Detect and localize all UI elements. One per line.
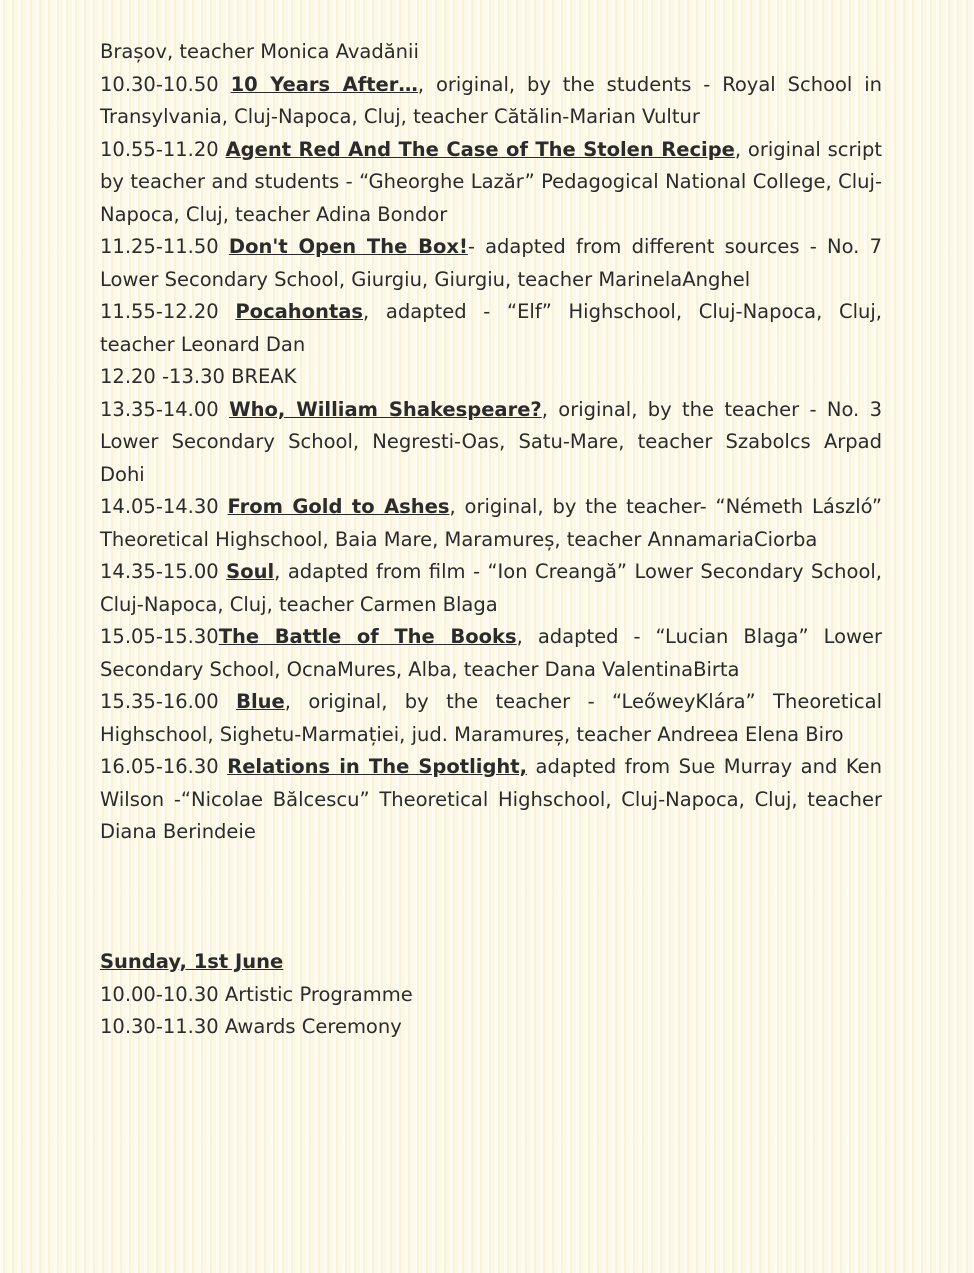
entry-time: 12.20 -13.30 xyxy=(100,365,232,388)
schedule-entry xyxy=(100,69,882,134)
entry-time: 15.05-15.30 xyxy=(100,625,219,648)
entry-title: Agent Red And The Case of The Stolen Recipe xyxy=(225,137,735,161)
entry-time: 16.05-16.30 xyxy=(100,755,228,778)
schedule-list xyxy=(100,69,882,849)
entry-title: Relations in The Spotlight, xyxy=(227,755,528,778)
entry-title: From Gold to Ashes xyxy=(227,495,450,518)
entry-details: , original, by the students - Royal School in Transylvania, Cluj-Napoca, Cluj, teacher Cătălin-Marian Vultur xyxy=(100,72,883,128)
entry-title: The Battle of The Books xyxy=(218,625,517,648)
entry-time: 10.30-10.50 xyxy=(100,72,231,96)
entry-details: , original, by the teacher - No. 3 Lower Secondary School, Negresti-Oas, Satu-Mare, teacher Szabolcs Arpad Dohi xyxy=(100,397,882,486)
entry-details: , adapted - “Lucian Blaga” Lower Secondary School, OcnaMures, Alba, teacher Dana ValentinaBirta xyxy=(100,625,882,681)
entry-title: Blue xyxy=(236,690,285,713)
schedule-entry xyxy=(100,361,882,394)
entry-time: 13.35-14.00 xyxy=(100,397,230,421)
entry-details: , original, by the teacher- “Németh László” Theoretical Highschool, Baia Mare, Maramureș, teacher AnnamariaCiorba xyxy=(100,495,882,551)
schedule-entry xyxy=(100,621,882,686)
schedule-entry xyxy=(100,134,882,232)
entry-title: Soul xyxy=(226,560,275,583)
entry-title: Don't Open The Box! xyxy=(228,235,468,258)
sunday-heading: Sunday, 1st June xyxy=(100,950,284,973)
entry-time: 11.55-12.20 xyxy=(100,300,236,323)
schedule-entry xyxy=(100,751,882,849)
section-gap xyxy=(100,849,882,947)
sunday-item: 10.30-11.30 Awards Ceremony xyxy=(100,1015,402,1038)
entry-time: 14.05-14.30 xyxy=(100,495,228,518)
entry-time: 15.35-16.00 xyxy=(100,690,237,713)
schedule-entry xyxy=(100,296,882,361)
entry-details: , adapted - “Elf” Highschool, Cluj-Napoca, Cluj, teacher Leonard Dan xyxy=(100,300,882,356)
programme-page xyxy=(100,36,882,1044)
schedule-entry xyxy=(100,686,882,751)
entry-title: 10 Years After… xyxy=(230,72,418,96)
entry-time: 10.55-11.20 xyxy=(100,137,226,161)
entry-title: Who, William Shakespeare? xyxy=(229,397,542,421)
entry-title: Pocahontas xyxy=(235,300,364,323)
schedule-entry xyxy=(100,491,882,556)
entry-details: , adapted from film - “Ion Creangă” Lower Secondary School, Cluj-Napoca, Cluj, teacher Carmen Blaga xyxy=(100,560,882,616)
entry-details: - adapted from different sources - No. 7 Lower Secondary School, Giurgiu, Giurgiu, teacher MarinelaAnghel xyxy=(100,235,882,291)
entry-details: , original, by the teacher - “LeőweyKlára” Theoretical Highschool, Sighetu-Marmației, jud. Maramureș, teacher Andreea Elena Biro xyxy=(100,690,882,746)
entry-details: , original script by teacher and students - “Gheorghe Lazăr” Pedagogical National College, Cluj-Napoca, Cluj, teacher Adina Bondor xyxy=(100,137,882,226)
schedule-entry xyxy=(100,556,882,621)
entry-details: adapted from Sue Murray and Ken Wilson -“Nicolae Bălcescu” Theoretical Highschool, Cluj-Napoca, Cluj, teacher Diana Berindeie xyxy=(100,755,883,843)
schedule-entry xyxy=(100,231,882,296)
schedule-entry xyxy=(100,394,882,492)
entry-time: 14.35-15.00 xyxy=(100,560,227,583)
entry-time: 11.25-11.50 xyxy=(100,235,229,258)
sunday-item: 10.00-10.30 Artistic Programme xyxy=(100,982,413,1006)
continuation-line: Brașov, teacher Monica Avadănii xyxy=(100,40,419,63)
entry-details: BREAK xyxy=(231,365,297,388)
